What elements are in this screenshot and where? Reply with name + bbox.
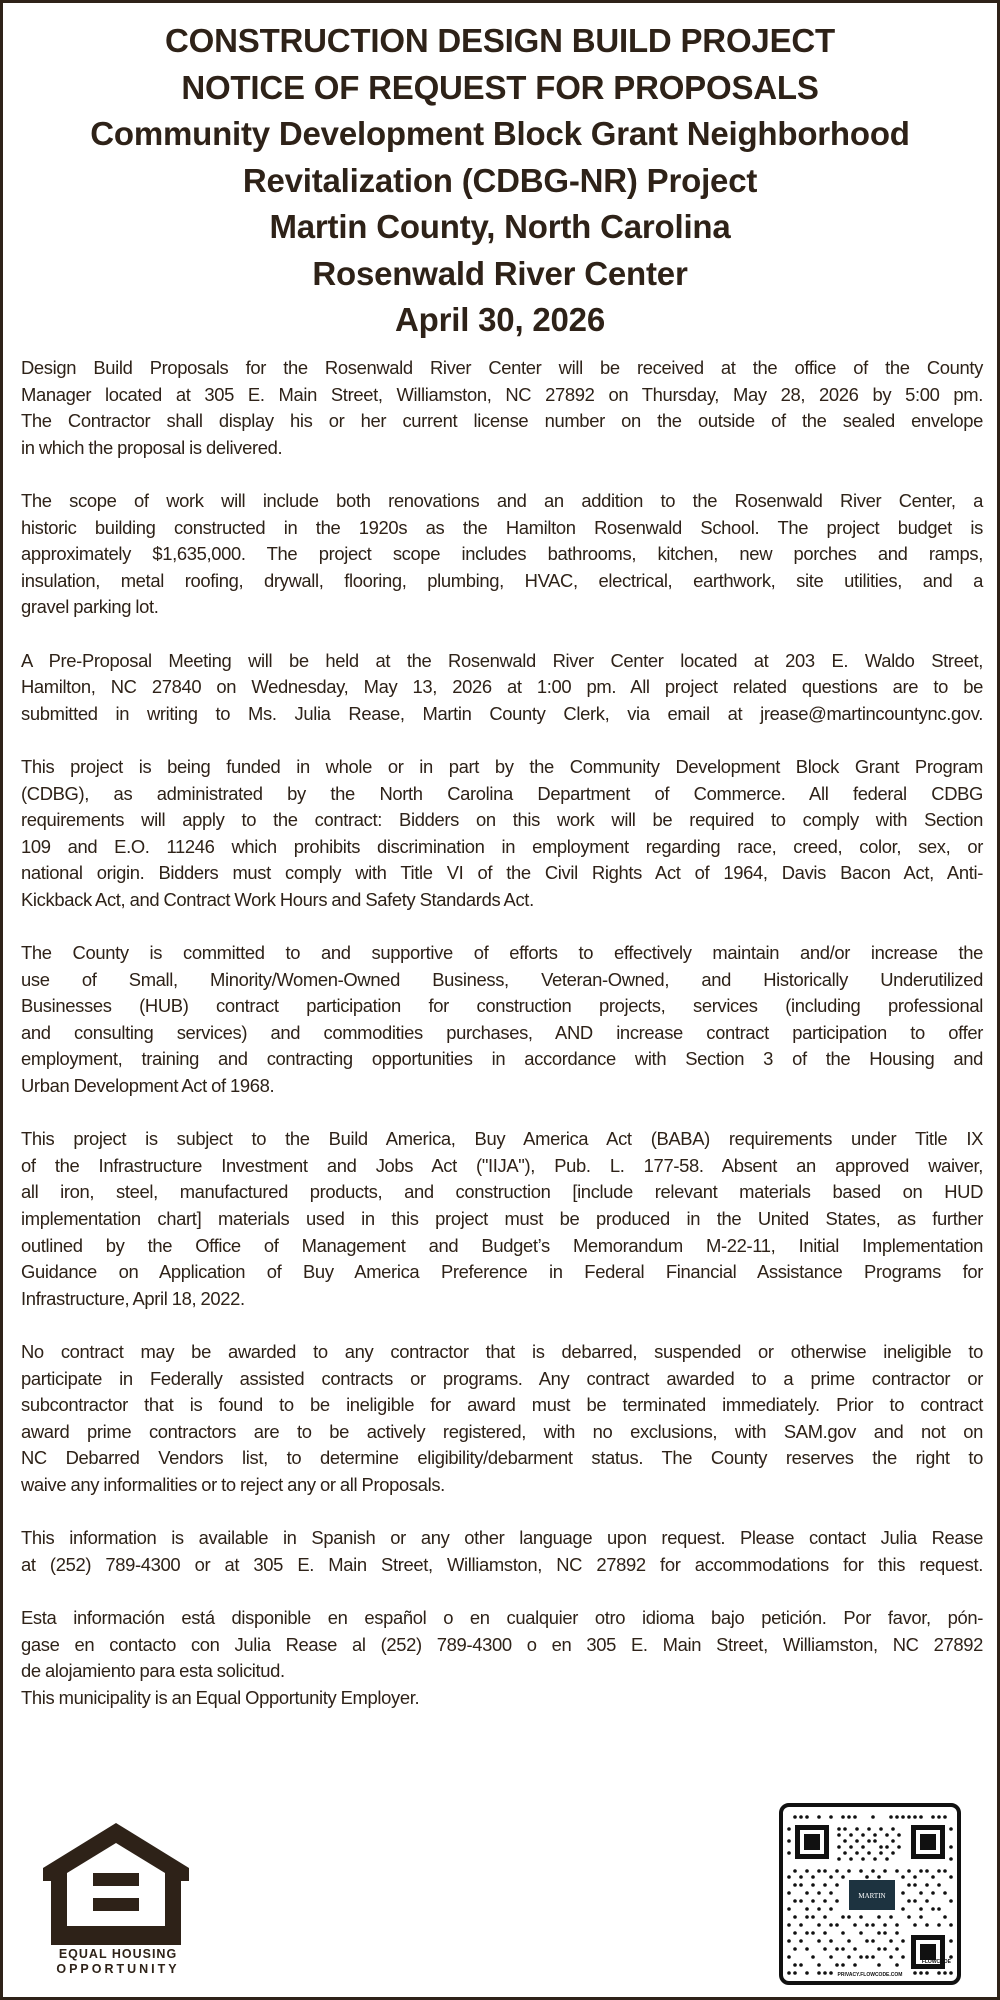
heading-line-facility: Rosenwald River Center — [312, 254, 688, 292]
text-line: The scope of work will include both renovations and an addition to the Rosenwald River Center, a — [21, 489, 983, 511]
text-line: employment, training and contracting opportunities in accordance with Section 3 of the Housing and — [21, 1048, 983, 1070]
text-line: national origin. Bidders must comply with Title VI of the Civil Rights Act of 1964, Davis Bacon Act, Anti- — [21, 862, 983, 884]
paragraph-hub-participation — [21, 940, 983, 1100]
text-line: use of Small, Minority/Women-Owned Business, Veteran-Owned, and Historically Underutilized — [21, 968, 983, 990]
text-line: and consulting services) and commodities purchases, AND increase contract participation to offer — [21, 1021, 983, 1043]
text-line: at (252) 789-4300 or at 305 E. Main Street, Williamston, NC 27892 for accommodations for this request. — [21, 1553, 983, 1575]
text-line: NC Debarred Vendors list, to determine eligibility/debarment status. The County reserves the right to — [21, 1447, 983, 1469]
notice-heading — [3, 18, 997, 344]
heading-line-project-type: CONSTRUCTION DESIGN BUILD PROJECT — [165, 22, 835, 59]
paragraph-pre-proposal-meeting — [21, 648, 983, 728]
text-line: The Contractor shall display his or her current license number on the outside of the sealed envelope — [21, 410, 983, 432]
eho-label-line1: EQUAL HOUSING — [58, 1947, 178, 1961]
text-line: This information is available in Spanish or any other language upon request. Please contact Julia Rease — [21, 1527, 983, 1549]
paragraph-debarment — [21, 1339, 983, 1499]
heading-line-date: April 30, 2026 — [395, 301, 605, 338]
text-line: Kickback Act, and Contract Work Hours and Safety Standards Act. — [21, 888, 534, 910]
qr-logo-text: MARTIN — [858, 1892, 886, 1900]
heading-line-program: Community Development Block Grant Neighborhood — [90, 115, 910, 152]
text-line: award prime contractors are to be actively registered, with no exclusions, with SAM.gov and not on — [21, 1420, 983, 1442]
text-line: approximately $1,635,000. The project scope includes bathrooms, kitchen, new porches and ramps, — [21, 543, 983, 565]
text-line: gravel parking lot. — [21, 596, 159, 618]
qr-code-icon[interactable] — [779, 1803, 961, 1985]
paragraph-submission — [21, 355, 983, 461]
text-line: Manager located at 305 E. Main Street, Williamston, NC 27892 on Thursday, May 28, 2026 by 5:00 pm. — [21, 383, 983, 405]
text-line: Urban Development Act of 1968. — [21, 1075, 275, 1097]
text-line: historic building constructed in the 1920s as the Hamilton Rosenwald School. The project budget is — [21, 516, 983, 538]
text-line: gase en contacto con Julia Rease al (252) 789-4300 o en 305 E. Main Street, Williamston, NC 27892 — [21, 1633, 983, 1655]
text-line: of the Infrastructure Investment and Jobs Act ("IIJA"), Pub. L. 177-58. Absent an approved waiver, — [21, 1154, 983, 1176]
equal-opportunity-statement: This municipality is an Equal Opportunity Employer. — [21, 1686, 420, 1708]
eho-label-line2: OPPORTUNITY — [56, 1962, 180, 1976]
martin-county-logo — [849, 1880, 895, 1910]
heading-line-notice: NOTICE OF REQUEST FOR PROPOSALS — [181, 68, 819, 106]
text-line: This project is subject to the Build America, Buy America Act (BABA) requirements under Title IX — [21, 1128, 983, 1150]
text-line: Businesses (HUB) contract participation for construction projects, services (including professional — [21, 995, 983, 1017]
text-line: Guidance on Application of Buy America Preference in Federal Financial Assistance Programs for — [21, 1261, 983, 1283]
text-line: all iron, steel, manufactured products, and construction [include relevant materials based on HUD — [21, 1181, 983, 1203]
text-line: implementation chart] materials used in this project must be produced in the United States, as further — [21, 1208, 983, 1229]
text-line: in which the proposal is delivered. — [21, 436, 283, 458]
paragraph-baba — [21, 1126, 983, 1312]
text-line: subcontractor that is found to be ineligible for award must be terminated immediately. Prior to contract — [21, 1394, 983, 1416]
paragraph-language-spanish — [21, 1605, 983, 1711]
paragraph-cdbg-funding — [21, 754, 983, 914]
text-line: Infrastructure, April 18, 2022. — [21, 1287, 245, 1309]
text-line: outlined by the Office of Management and Budget’s Memorandum M-22-11, Initial Implementation — [21, 1234, 983, 1256]
text-line: requirements will apply to the contract: Bidders on this work will be required to comply with Section — [21, 809, 983, 831]
flowcode-privacy-link[interactable]: PRIVACY.FLOWCODE.COM — [837, 1972, 903, 1978]
text-line: participate in Federally assisted contracts or programs. Any contract awarded to a prime contractor or — [21, 1367, 983, 1389]
flowcode-brand: FLOWCODE — [921, 1959, 951, 1965]
text-line: Esta información está disponible en español o en cualquier otro idioma bajo petición. Por favor, pón- — [21, 1606, 983, 1628]
text-line: waive any informalities or to reject any or all Proposals. — [21, 1473, 445, 1495]
heading-line-program-cont: Revitalization (CDBG-NR) Project — [242, 161, 758, 199]
text-line: No contract may be awarded to any contractor that is debarred, suspended or otherwise ineligible to — [21, 1340, 983, 1362]
text-line: A Pre-Proposal Meeting will be held at the Rosenwald River Center located at 203 E. Waldo Street, — [21, 649, 983, 671]
text-line: de alojamiento para esta solicitud. — [21, 1660, 285, 1682]
paragraph-scope — [21, 488, 983, 621]
heading-line-county: Martin County, North Carolina — [269, 208, 731, 245]
equal-housing-label — [43, 1947, 193, 1977]
text-line: The County is committed to and supportive of efforts to effectively maintain and/or increase the — [21, 942, 983, 964]
text-line: (CDBG), as administrated by the North Carolina Department of Commerce. All federal CDBG — [21, 782, 983, 804]
paragraph-language-english — [21, 1525, 983, 1578]
text-line: insulation, metal roofing, drywall, flooring, plumbing, HVAC, electrical, earthwork, site utilities, and a — [21, 569, 983, 591]
text-line: Hamilton, NC 27840 on Wednesday, May 13, 2026 at 1:00 pm. All project related questions are to be — [21, 676, 983, 698]
text-line: submitted in writing to Ms. Julia Rease, Martin County Clerk, via email at jrease@martincountync.gov. — [21, 702, 983, 724]
text-line: 109 and E.O. 11246 which prohibits discrimination in employment regarding race, creed, color, sex, or — [21, 835, 983, 857]
text-line: Design Build Proposals for the Rosenwald River Center will be received at the office of the County — [21, 357, 983, 378]
text-line: This project is being funded in whole or in part by the Community Development Block Grant Program — [21, 755, 983, 777]
notice-body — [21, 355, 983, 1711]
